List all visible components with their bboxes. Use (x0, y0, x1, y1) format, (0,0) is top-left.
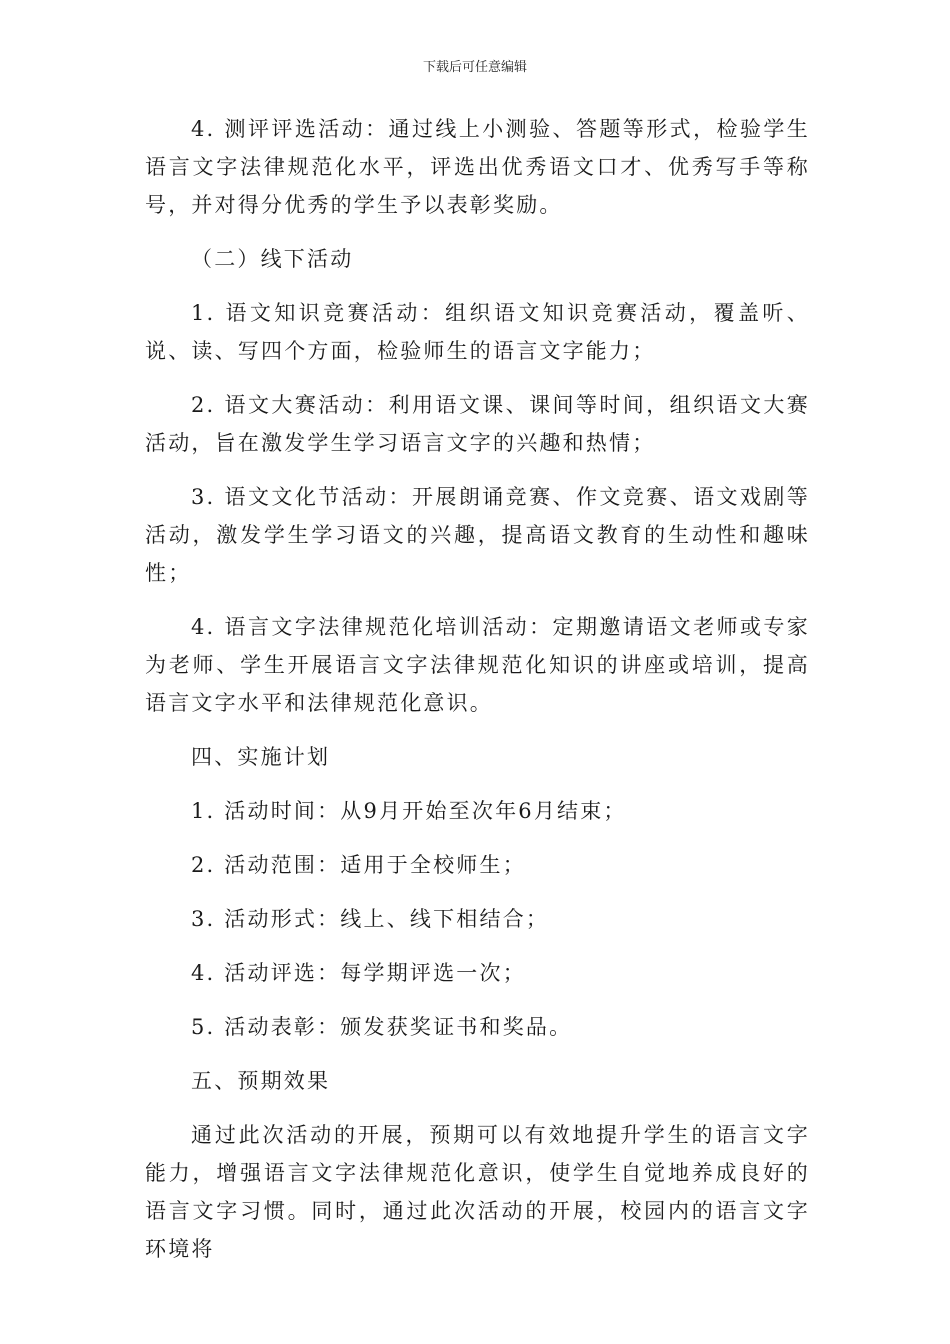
heading-implementation-plan: 四、实施计划 (191, 745, 331, 769)
plan-item-awards: 5. 活动表彰：颁发获奖证书和奖品。 (191, 1015, 573, 1039)
document-body (145, 110, 810, 1284)
plan-item-form: 3. 活动形式：线上、线下相结合； (191, 907, 550, 931)
heading-expected-effects: 五、预期效果 (191, 1069, 331, 1093)
paragraph-online-evaluation: 4. 测评评选活动：通过线上小测验、答题等形式，检验学生语言文字法律规范化水平，评选出优秀语文口才、优秀写手等称号，并对得分优秀的学生予以表彰奖励。 (145, 117, 810, 217)
paragraph-expected-effects: 通过此次活动的开展，预期可以有效地提升学生的语言文字能力，增强语言文字法律规范化意识，使学生自觉地养成良好的语言文字习惯。同时，通过此次活动的开展，校园内的语言文字环境将 (145, 1123, 810, 1261)
page-header: 下载后可任意编辑 (422, 60, 527, 75)
paragraph-knowledge-contest: 1. 语文知识竞赛活动：组织语文知识竞赛活动，覆盖听、说、读、写四个方面，检验师生的语言文字能力； (145, 301, 810, 363)
plan-item-evaluation: 4. 活动评选：每学期评选一次； (191, 961, 526, 985)
subheading-offline-activities: （二）线下活动 (191, 247, 354, 271)
plan-item-scope: 2. 活动范围：适用于全校师生； (191, 853, 526, 877)
paragraph-chinese-competition: 2. 语文大赛活动：利用语文课、课间等时间，组织语文大赛活动，旨在激发学生学习语言文字的兴趣和热情； (145, 393, 810, 455)
plan-item-time: 1. 活动时间：从9月开始至次年6月结束； (191, 799, 627, 823)
paragraph-training-activity: 4. 语言文字法律规范化培训活动：定期邀请语文老师或专家为老师、学生开展语言文字法律规范化知识的讲座或培训，提高语言文字水平和法律规范化意识。 (145, 615, 810, 715)
paragraph-culture-festival: 3. 语文文化节活动：开展朗诵竞赛、作文竞赛、语文戏剧等活动，激发学生学习语文的兴趣，提高语文教育的生动性和趣味性； (145, 485, 810, 585)
